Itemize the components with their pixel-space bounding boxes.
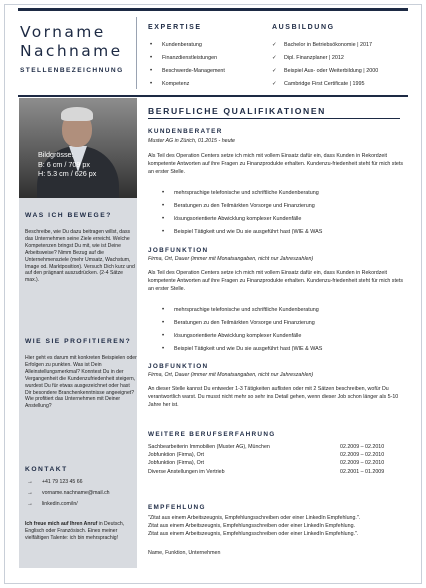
experience-row [148, 452, 400, 460]
linkedin-link[interactable]: linkedin.com/in/ [42, 501, 78, 507]
recommendation-line: Zitat aus einem Arbeitszeugnis, Empfehlungsschreiben oder einer LinkedIn Empfehlung. [148, 522, 355, 529]
photo-hair [61, 107, 93, 121]
recommendation-line: Zitat aus einem Arbeitszeugnis, Empfehlungsschreiben oder einer LinkedIn Empfehlung.". [148, 530, 359, 537]
recommendation-heading: EMPFEHLUNG [148, 504, 206, 511]
expertise-item: • Kompetenz [148, 80, 225, 93]
job3-title: JOBFUNKTION [148, 363, 209, 370]
why-text: Beschreibe, wie Du dazu beitragen willst, dass das Unternehmen seine Ziele erreicht. Welche Kompetenzen bringst Du mit, wie ist Deine Arbeitsweise? Nimm Bezug auf die Unternehmensziele (mehr Umsatz, Wachstum, Image od. Marktposition). Versuch Dich kurz und auf den prägnant auszudrücken. (2-4 Sätze max.). [25, 229, 135, 284]
photo-size-height: H: 5.3 cm / 626 px [38, 169, 97, 178]
job2-task: • Beispiel Tätigkeit und wie Du sie ausgeführt hast (WIE & WAS [160, 345, 322, 358]
contact-phone[interactable] [27, 479, 83, 485]
job2-task: • lösungsorientierte Abwicklung komplexer Kundenfälle [160, 332, 322, 345]
experience-role: Jobfunktion (Firma), Ort [148, 460, 204, 467]
job2-title: JOBFUNKTION [148, 247, 209, 254]
experience-date: 02.2009 – 02.2010 [340, 460, 385, 467]
job1-task: • Beratungen zu den Teilmärkten Vorsorge und Finanzierung [160, 202, 322, 215]
education-item: ✓ Beispiel Aus- oder Weiterbildung | 2000 [270, 67, 378, 80]
job1-task: • mehrsprachige telefonische und schriftliche Kundenberatung [160, 189, 322, 202]
header-divider [136, 17, 137, 89]
experience-table [148, 444, 400, 477]
contact-email[interactable] [27, 490, 110, 496]
expertise-list [148, 41, 225, 93]
photo-size-title: Bildgrösse: [38, 150, 74, 159]
job2-description: Als Teil des Operation Centers setze ich mich mit vollem Einsatz dafür ein, dass Kunden in Rekordzeit kompetente Antworten auf ihre Fragen zu Finanzprodukte erhalten. Kundenzu-friedenheit steht für mich stets an erster Stelle. [148, 270, 403, 292]
header-rule [18, 95, 408, 97]
job2-task: • Beratungen zu den Teilmärkten Vorsorge und Finanzierung [160, 319, 322, 332]
top-rule [18, 8, 408, 11]
qualifications-heading: BERUFLICHE QUALIFIKATIONEN [148, 106, 326, 116]
education-heading: AUSBILDUNG [272, 24, 335, 31]
arrow-right-icon: → [27, 490, 33, 496]
experience-date: 02.2009 – 02.2010 [340, 452, 385, 459]
job1-subtitle: Muster AG in Zürich, 01.2015 - heute [148, 138, 235, 144]
experience-date: 02.2001 – 01.2009 [340, 468, 385, 475]
benefit-text: Hier geht es darum mit konkreten Beispielen oder Erfolgen zu punkten. Was ist Dein Alleinstellungsmerkmal? Konntest Du in der Vergangenheit die Kundenzufriedenheit steigern, wurdest Du für etwas ausgezeichnet oder hast Dir besondere Branchenkenntnisse angeeignet? Wie profitiert das Unternehmen mit Deiner Anstellung? [25, 355, 137, 410]
recommendation-line: "Zitat aus einem Arbeitszeugnis, Empfehlungsschreiben oder einer LinkedIn Empfehlung.". [148, 515, 361, 521]
job1-title: KUNDENBERATER [148, 128, 223, 135]
job-title: STELLENBEZEICHNUNG [20, 67, 124, 74]
last-name: Nachname [20, 42, 123, 60]
job1-tasks [160, 189, 322, 241]
expertise-item: • Kundenberatung [148, 41, 225, 54]
job1-task: • lösungsorientierte Abwicklung komplexer Kundenfälle [160, 215, 322, 228]
arrow-right-icon: → [27, 479, 33, 485]
job2-subtitle: Firma, Ort, Dauer (immer mit Monatsangaben, nicht nur Jahreszahlen) [148, 256, 314, 262]
education-item: ✓ Bachelor in Betriebsökonomie | 2017 [270, 41, 378, 54]
phone-number[interactable]: +41 79 123 45 66 [42, 479, 83, 485]
languages-bold: Ich freue mich auf Ihren Anruf [25, 521, 98, 527]
education-item: ✓ Cambridge First Certificate | 1995 [270, 80, 378, 93]
languages-text [25, 521, 137, 542]
job3-description: An dieser Stelle kannst Du entweder 1-3 Tätigkeiten auflisten oder mit 2 Sätzen beschreiben, wofür Du verantwortlich warst. Du musst nicht mehr so sehr ins Detail gehen, wenn dieser Job schon länger als 5-10 Jahre her ist. [148, 386, 399, 408]
experience-row [148, 460, 400, 468]
email-address[interactable]: vorname.nachname@mail.ch [42, 490, 110, 496]
job2-tasks [160, 306, 322, 358]
experience-row [148, 469, 400, 477]
experience-role: Sachbearbeiterin Immobilien (Muster AG), München [148, 444, 270, 450]
expertise-heading: EXPERTISE [148, 24, 202, 31]
recommendation-author: Name, Funktion, Unternehmen [148, 550, 221, 556]
contact-linkedin[interactable] [27, 501, 78, 507]
languages-rest: in Deutsch, Englisch oder Französisch. Eines meiner vielfältigen Talente: ich bin mehrsprachig! [25, 521, 125, 541]
education-list [270, 41, 378, 93]
experience-role: Diverse Anstellungen im Vertrieb [148, 468, 225, 475]
photo-size-width: B: 6 cm / 709 px [38, 159, 90, 169]
experience-date: 02.2009 – 02.2010 [340, 444, 385, 450]
job1-description: Als Teil des Operation Centers setze ich mich mit vollem Einsatz dafür ein, dass Kunden in Rekordzeit kompetente Antworten auf ihre Fragen zu Finanzprodukte erhalten. Kundenzu-friedenheit steht für mich stets an erster Stelle. [148, 153, 403, 175]
arrow-right-icon: → [27, 501, 33, 507]
contact-heading: KONTAKT [25, 466, 68, 473]
candidate-name [20, 23, 123, 61]
job2-task: • mehrsprachige telefonische und schriftliche Kundenberatung [160, 306, 322, 319]
job1-task: • Beispiel Tätigkeit und wie Du sie ausgeführt hast (WIE & WAS [160, 228, 322, 241]
experience-row [148, 444, 400, 452]
profile-photo [19, 98, 137, 198]
photo-size-label [38, 150, 96, 179]
why-heading: WAS ICH BEWEGE? [25, 212, 112, 219]
expertise-item: • Beschwerde-Management [148, 67, 225, 80]
job3-subtitle: Firma, Ort, Dauer (immer mit Monatsangaben, nicht nur Jahreszahlen) [148, 372, 314, 378]
experience-role: Jobfunktion (Firma), Ort [148, 452, 204, 459]
expertise-item: • Finanzdienstleistungen [148, 54, 225, 67]
education-item: ✓ Dipl. Finanzplaner | 2012 [270, 54, 378, 67]
benefit-heading: WIE SIE PROFITIEREN? [25, 338, 132, 345]
qualifications-rule [148, 118, 400, 119]
first-name: Vorname [20, 23, 106, 41]
recommendation-text [148, 515, 404, 538]
experience-heading: WEITERE BERUFSERFAHRUNG [148, 431, 276, 438]
